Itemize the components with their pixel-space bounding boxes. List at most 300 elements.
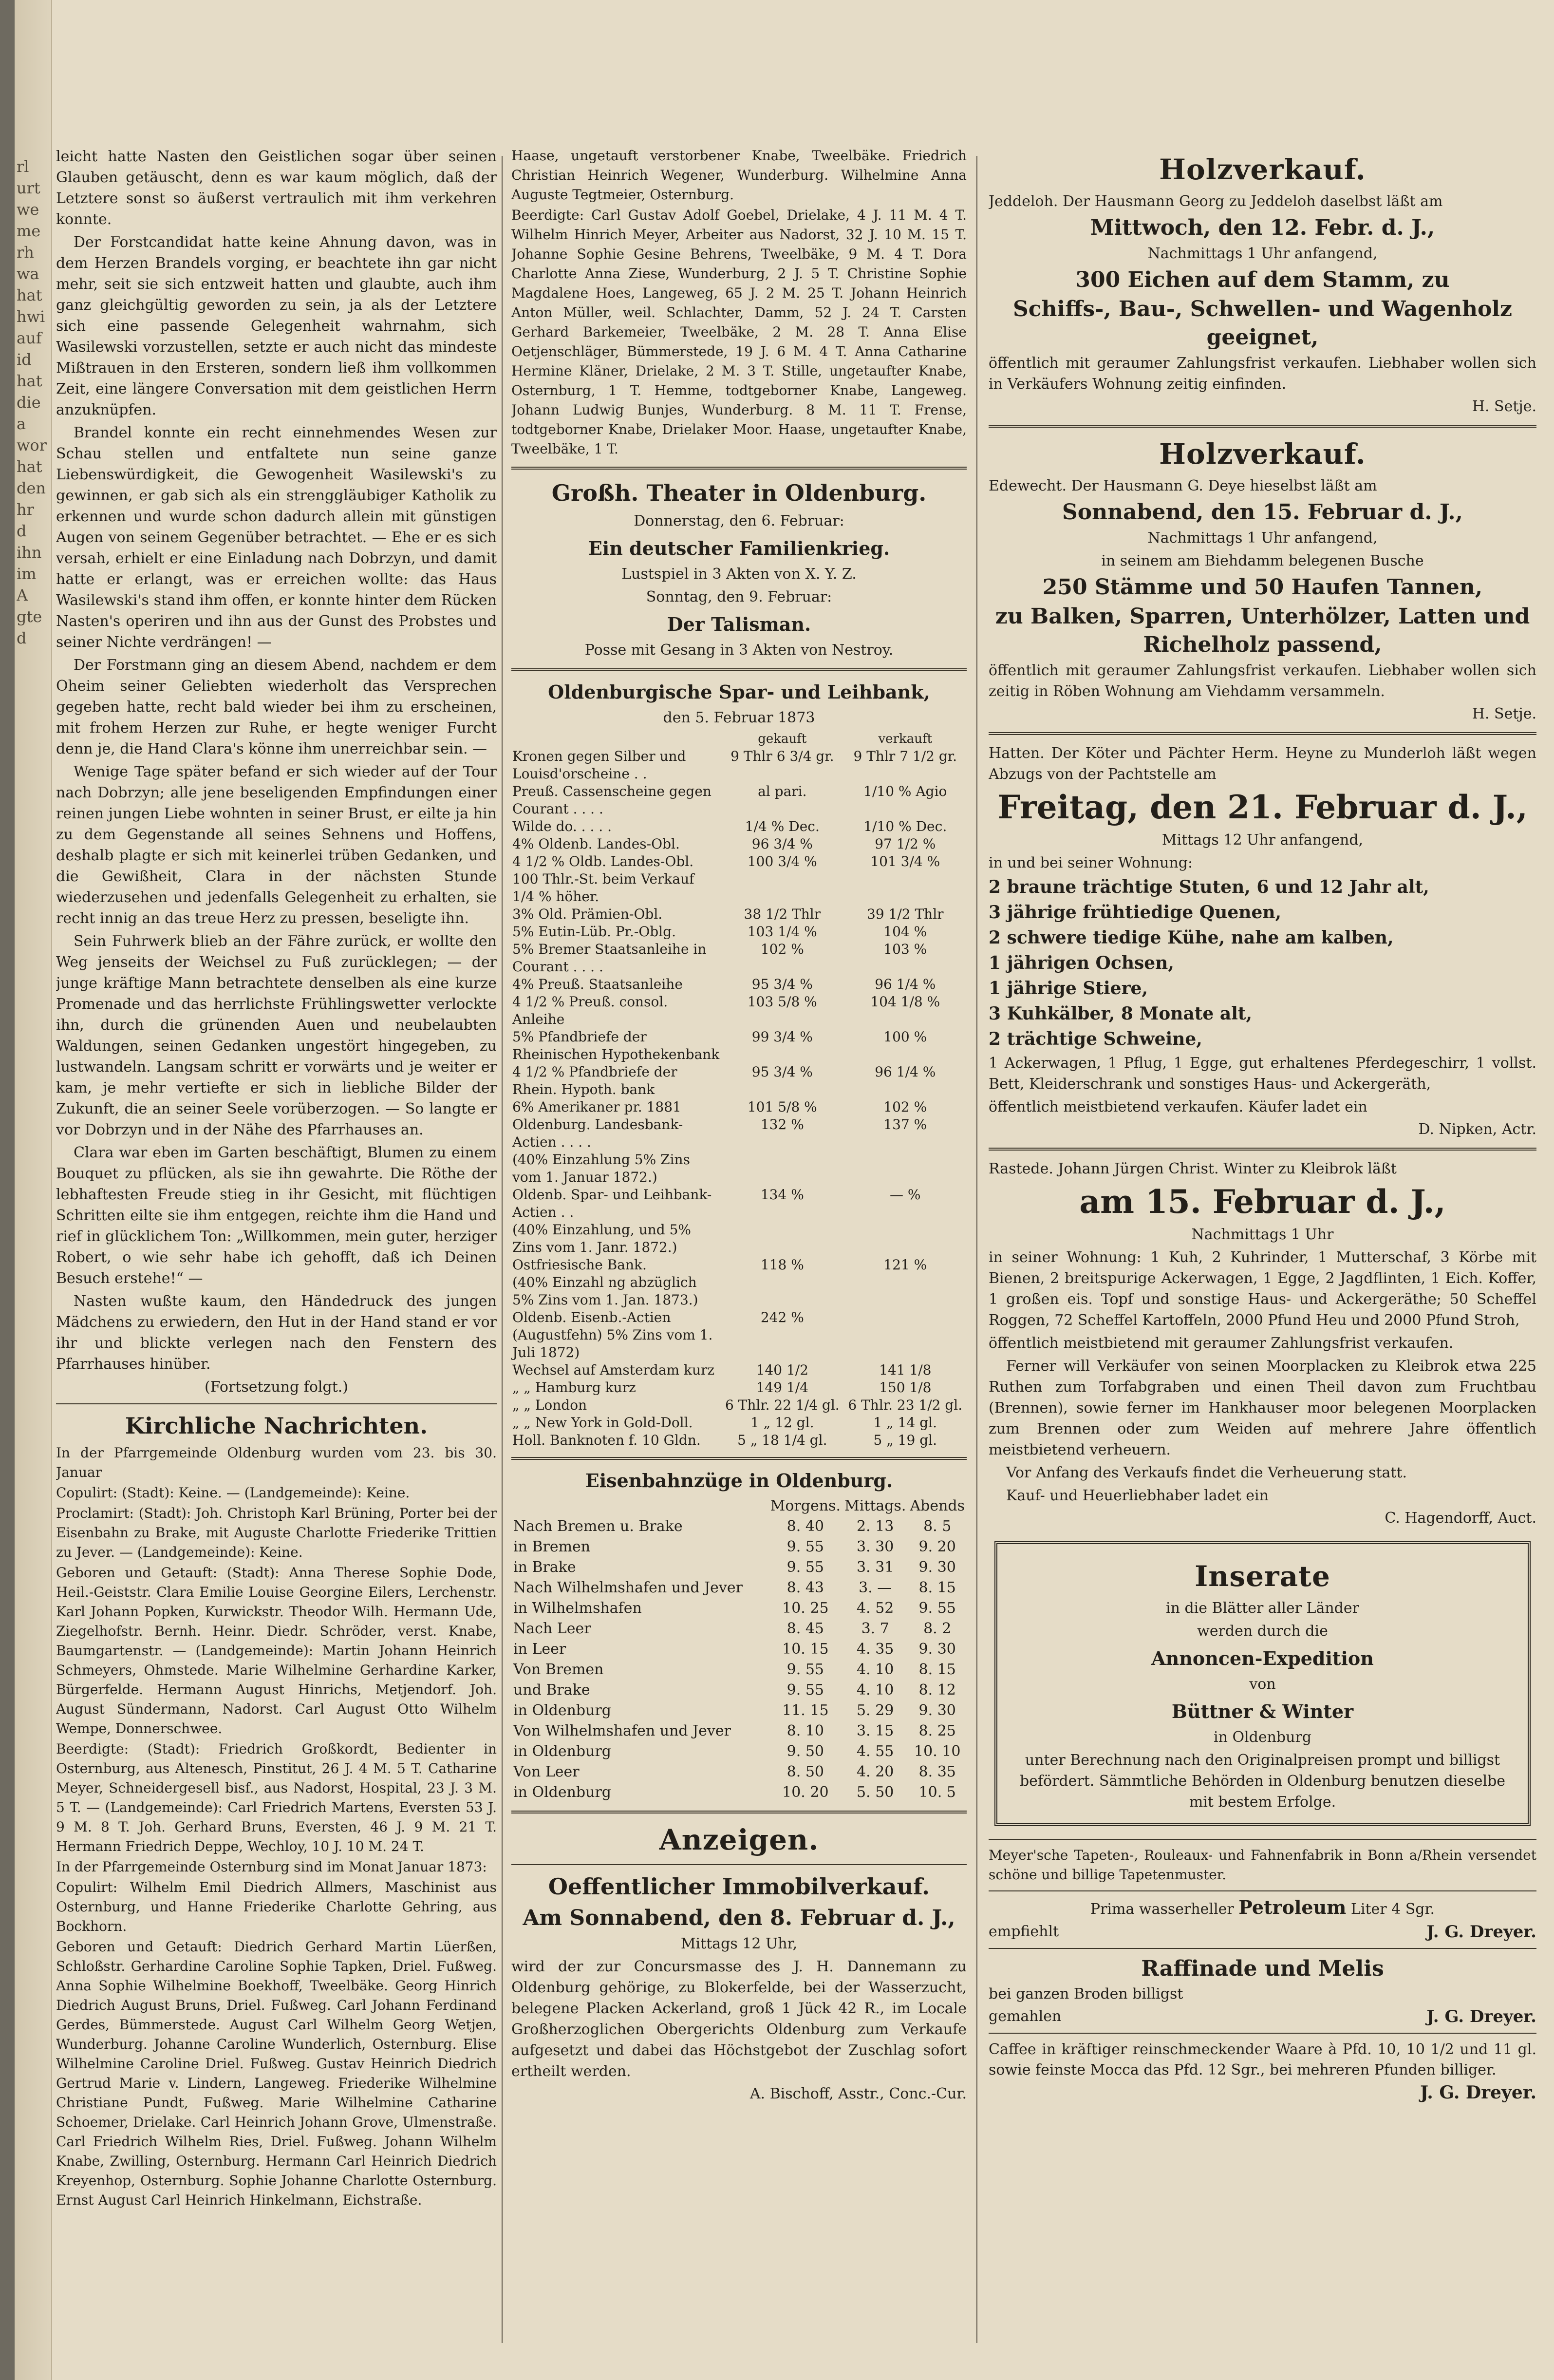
theatre-play: Der Talisman. (667, 613, 811, 635)
train-row (511, 1537, 967, 1557)
security-name: Preuß. Cassenscheine gegen Courant . . . . (512, 783, 711, 817)
church-news-entry: Beerdigte: (Stadt): Friedrich Großkordt, Bedienter in Osternburg, aus Altenesch, Pinstitut, 26 J. 4 M. 5 T. Catharine Meyer, Schneidergesell bisf., aus Nadorst, Hospital, 23 J. 3 M. 5 T. — (Landgemeinde): Carl Friedrich Martens, Eversten 53 J. 9 M. 8 T. Joh. Gerhard Bruns, Eversten, 46 J. 9 M. 21 T. Hermann Friedrich Deppe, Wechloy, 10 J. 10 M. 24 T. (56, 1741, 497, 1854)
departure-time: 4. 20 (857, 1763, 894, 1780)
church-news-entry: Copulirt: Wilhelm Emil Diedrich Allmers, Maschinist aus Osternburg, und Hanne Friederike Charlotte Gehring, aus Bockhorn. (56, 1879, 497, 1934)
bought-rate: 140 1/2 (756, 1362, 809, 1378)
train-row (511, 1700, 967, 1721)
bought-rate: 6 Thlr. 22 1/4 gl. (725, 1397, 840, 1413)
auction-item: 3 jährige frühtiedige Quenen, (989, 902, 1282, 923)
departure-time: 3. — (859, 1579, 892, 1596)
departure-time: 8. 35 (918, 1763, 956, 1780)
ad-signature: J. G. Dreyer. (1420, 2082, 1536, 2103)
security-name: Oldenb. Eisenb.-Actien (Augustfehn) 5% Zins vom 1. Juli 1872) (512, 1309, 713, 1360)
security-name: 5% Bremer Staatsanleihe in Courant . . . . (512, 941, 707, 975)
train-row (511, 1516, 967, 1537)
bank-rate-row (511, 1221, 967, 1256)
security-name: (40% Einzahlung 5% Zins vom 1. Januar 1872.) (512, 1152, 690, 1185)
ad-signature: H. Setje. (1472, 705, 1536, 722)
ad-price: Liter 4 Sgr. (1350, 1901, 1435, 1918)
train-row (511, 1680, 967, 1700)
sold-rate: 1 „ 14 gl. (873, 1415, 937, 1431)
box-line: in Oldenburg (1214, 1729, 1311, 1746)
bank-rate-row (511, 1256, 967, 1274)
route-name: Nach Bremen u. Brake (513, 1518, 683, 1535)
ads-heading: Anzeigen. (659, 1823, 819, 1856)
church-news-entry: Proclamirt: (Stadt): Joh. Christoph Karl Brüning, Porter bei der Eisenbahn zu Brake, mit Auguste Charlotte Friederike Trittien zu Jever. — (Landgemeinde): Keine. (56, 1505, 497, 1560)
bank-rate-row (511, 1098, 967, 1116)
ad-body: öffentlich meistbietend verkaufen. Käufer ladet ein (989, 1098, 1367, 1115)
column-header: Abends (910, 1497, 965, 1514)
bank-rates-table (511, 730, 967, 1449)
route-name: Von Wilhelmshafen und Jever (513, 1722, 731, 1739)
story-paragraph: Brandel konnte ein recht einnehmendes Wesen zur Schau stellen und entfaltete nun seine ganze Liebenswürdigkeit, die Gewogenheit Wasilewski's zu gewinnen, er gab sich als ein strenggläubiger Katholik zu erkennen und wurde schon dadurch allein mit günstigen Augen von seinem Gegenüber betrachtet. — Ehe er es sich versah, erhielt er eine Einladung nach Dobrzyn, und damit hatte er erlangt, was er erreichen wollte: das Haus Wasilewski's stand ihm offen, er konnte hinter dem Rücken Nasten's operiren und ihn aus der Gunst des Probstes und seiner Nichte verdrängen! — (56, 424, 497, 651)
auction-item: 2 trächtige Schweine, (989, 1029, 1202, 1049)
bank-rate-row (511, 976, 967, 993)
ad-signature: A. Bischoff, Asstr., Conc.-Cur. (749, 2085, 967, 2102)
divider (56, 1403, 497, 1404)
bank-rate-row (511, 1309, 967, 1361)
story-paragraph: Sein Fuhrwerk blieb an der Fähre zurück, er wollte den Weg jenseits der Weichsel zu Fuß zurücklegen; — der junge kräftige Mann betrachtete denselben als eine kurze Promenade und das herrlichste Frühlingswetter verlockte ihn, durch die grünenden Auen und neubelaubten Waldungen, seinen Gedanken ungestört hingegeben, zu lustwandeln. Langsam schritt er vorwärts und je weiter er kam, je mehr vertiefte er sich in liebliche Bilder der Zukunft, die an seiner Seele vorüberzogen. — So langte er vor Dobrzyn und in der Nähe des Pfarrhauses an. (56, 933, 497, 1138)
bank-rate-row (511, 818, 967, 835)
ad-intro: Hatten. Der Köter und Pächter Herm. Heyne zu Munderloh läßt wegen Abzugs von der Pachtstelle am (989, 745, 1536, 783)
train-row (511, 1741, 967, 1762)
departure-time: 3. 15 (857, 1722, 894, 1739)
bank-rate-row (511, 941, 967, 976)
bought-rate: 95 3/4 % (751, 976, 813, 992)
divider (511, 668, 967, 671)
departure-time: 10. 25 (782, 1600, 829, 1617)
wallpaper-ad: Meyer'sche Tapeten-, Rouleaux- und Fahnenfabrik in Bonn a/Rhein versendet schöne und billige Tapetenmuster. (989, 1847, 1536, 1883)
departure-time: 8. 12 (918, 1681, 956, 1699)
route-name: in Wilhelmshafen (513, 1600, 642, 1617)
security-name: (40% Einzahl ng abzüglich 5% Zins vom 1. Jan. 1873.) (512, 1274, 698, 1308)
divider (511, 467, 967, 470)
bought-rate: 96 3/4 % (751, 836, 813, 852)
story-paragraph: Der Forstmann ging an diesem Abend, nachdem er dem Oheim seiner Geliebten wiederholt das Versprechen gegeben hatte, recht bald wieder bei ihm zu erscheinen, mit frohem Herzen zur Ruhe, er hegte weniger Furcht denn je, die Hand Clara's könne ihm unerreichbar sein. — (56, 657, 497, 757)
ad-time: Mittags 12 Uhr anfangend, (1161, 831, 1364, 849)
newspaper-page (15, 0, 1554, 2380)
route-name: Von Leer (513, 1763, 580, 1780)
ad-signature: J. G. Dreyer. (1426, 1922, 1536, 1942)
ad-item: 250 Stämme und 50 Haufen Tannen, (1042, 575, 1483, 600)
sold-rate: 9 Thlr 7 1/2 gr. (853, 748, 957, 764)
departure-time: 10. 10 (914, 1743, 961, 1760)
route-name: in Brake (513, 1559, 576, 1576)
sold-rate: 96 1/4 % (875, 1064, 936, 1080)
bought-rate: 132 % (760, 1116, 804, 1133)
auction-item: 1 jährige Stiere, (989, 978, 1148, 999)
sold-rate: 5 „ 19 gl. (873, 1432, 937, 1448)
immobile-sale-ad (511, 1871, 967, 2104)
ad-date: Mittwoch, den 12. Febr. d. J., (1090, 215, 1435, 240)
box-line: werden durch die (1197, 1623, 1328, 1640)
bought-rate: 242 % (760, 1309, 804, 1325)
bank-rate-row (511, 1028, 967, 1063)
story-paragraph: Wenige Tage später befand er sich wieder auf der Tour nach Dobrzyn; alle jene beseligenden Empfindungen einer reinen jungen Liebe wohnten in seiner Brust, er eilte ja hin zu dem Gegenstande all seines Sehnens und Hoffens, deshalb plagte er sich mit keinerlei trüben Gedanken, und die Gewißheit, Clara in der nächsten Stunde wiederzusehen und jedenfalls Gelegenheit zu erhalten, sie recht innig an das treue Herz zu pressen, beseligte ihn. (56, 763, 497, 927)
church-news-entry: Copulirt: (Stadt): Keine. — (Landgemeinde): Keine. (56, 1485, 410, 1501)
security-name: Kronen gegen Silber und Louisd'orscheine . . (512, 748, 686, 782)
adjacent-page-edge (15, 0, 52, 2380)
ad-signature: H. Setje. (1472, 398, 1536, 415)
bank-rate-row (511, 1432, 967, 1449)
ad-text: gemahlen (989, 2008, 1062, 2025)
security-name: 5% Pfandbriefe der Rheinischen Hypothekenbank (512, 1029, 720, 1062)
route-name: in Oldenburg (513, 1784, 611, 1801)
divider (989, 1948, 1536, 1949)
route-name: Nach Leer (513, 1620, 591, 1637)
departure-time: 8. 15 (918, 1579, 956, 1596)
departure-time: 11. 15 (782, 1702, 829, 1719)
sold-rate: 97 1/2 % (875, 836, 936, 852)
departure-time: 5. 29 (857, 1702, 894, 1719)
livestock-auction-ad (989, 743, 1536, 1140)
security-name: 4 1/2 % Pfandbriefe der Rhein. Hypoth. bank (512, 1064, 677, 1097)
bank-date: den 5. Februar 1873 (663, 709, 815, 726)
bank-rate-row (511, 1397, 967, 1414)
sold-rate (844, 1221, 967, 1256)
sold-rate: — % (890, 1187, 921, 1203)
bank-rate-row (511, 748, 967, 783)
sold-rate: 104 1/8 % (870, 994, 940, 1010)
auction-item: 1 jährigen Ochsen, (989, 953, 1174, 973)
train-schedule (511, 1468, 967, 1803)
route-name: in Leer (513, 1641, 566, 1658)
sugar-ad-text: bei ganzen Broden billigst (989, 1985, 1183, 2002)
auction-item: 3 Kuhkälber, 8 Monate alt, (989, 1003, 1253, 1024)
divider (989, 1148, 1536, 1151)
route-name: in Oldenburg (513, 1702, 611, 1719)
story-paragraph: Clara war eben im Garten beschäftigt, Blumen zu einem Bouquet zu pflücken, als sie ihn gewahrte. Die Röthe der lebhaftesten Freude stieg in ihr Gesicht, mit flüchtigen Schritten eilte sie ihm entgegen, reichte ihm die Hand und rief in glücklichem Ton: „Willkommen, mein guter, herziger Robert, o wie sehr habe ich gehofft, daß ich Deinen Besuch erstehe!“ — (56, 1144, 497, 1287)
sold-rate: 104 % (883, 924, 927, 940)
route-name: Nach Wilhelmshafen und Jever (513, 1579, 743, 1596)
adjacent-page-text: rl urt we me rh wa hat hwi auf id hat die a wor hat den hr d ihn im A gte d (17, 157, 47, 647)
ad-intro: Jeddeloh. Der Hausmann Georg zu Jeddeloh daselbst läßt am (989, 193, 1443, 210)
bank-rate-row (511, 1361, 967, 1379)
column-advertisements (989, 146, 1536, 2105)
departure-time: 3. 30 (857, 1538, 894, 1555)
train-row (511, 1639, 967, 1660)
train-heading: Eisenbahnzüge in Oldenburg. (585, 1470, 893, 1492)
column-header: gekauft (758, 732, 807, 746)
security-name: 6% Amerikaner pr. 1881 (512, 1099, 681, 1115)
theatre-notice (511, 477, 967, 661)
ad-date: Freitag, den 21. Februar d. J., (997, 788, 1528, 826)
story-paragraph: Der Forstcandidat hatte keine Ahnung davon, was in dem Herzen Brandels vorging, er beachtete ihn gar nicht mehr, seit sie sich entzweit hatten und glaubte, auch ihm ganz gleichgültig geworden zu sein, ja als der Letztere sich eine passende Gelegenheit wahrnahm, sich Wasilewski vorzustellen, setzte er auch nicht das mindeste Mißtrauen in den Ersteren, sondern ließ ihm vollkommen Zeit, eine längere Conversation mit dem geistlichen Herrn anzuknüpfen. (56, 234, 497, 418)
train-table (511, 1496, 967, 1803)
ad-body: öffentlich meistbietend mit geraumer Zahlungsfrist verkaufen. (989, 1335, 1454, 1352)
bank-rate-row (511, 1379, 967, 1397)
bank-heading: Oldenburgische Spar- und Leihbank, (548, 681, 930, 703)
ad-body: wird der zur Concursmasse des J. H. Dannemann zu Oldenburg gehörige, zu Blokerfelde, bei der Wasserzucht, belegene Placken Ackerland, groß 1 Jück 42 R., im Locale Großherzoglichen Obergerichts Oldenburg zum Verkaufe aufgesetzt und dabei das Höchstgebot der Zuschlag sofort ertheilt werden. (511, 1958, 967, 2080)
ad-product: Petroleum (1238, 1896, 1347, 1918)
ad-location: in und bei seiner Wohnung: (989, 854, 1193, 871)
ad-location: in seinem am Biehdamm belegenen Busche (1101, 552, 1424, 569)
ad-date: am 15. Februar d. J., (1079, 1183, 1446, 1221)
bank-rate-row (511, 993, 967, 1028)
box-body: unter Berechnung nach den Originalpreisen prompt und billigst befördert. Sämmtliche Behörden in Oldenburg benutzen dieselbe mit bestem Erfolge. (1019, 1752, 1506, 1811)
departure-time: 9. 55 (786, 1538, 824, 1555)
column-feuilleton (56, 146, 497, 2211)
departure-time: 8. 10 (786, 1722, 824, 1739)
bought-rate: al pari. (758, 783, 807, 799)
departure-time: 9. 55 (786, 1559, 824, 1576)
sold-rate (844, 1309, 967, 1361)
divider (989, 1839, 1536, 1840)
ad-signature: J. G. Dreyer. (1426, 2007, 1536, 2026)
ad-time: Nachmittags 1 Uhr anfangend, (1147, 245, 1378, 262)
box-line: in die Blätter aller Länder (1166, 1600, 1359, 1617)
security-name: 5% Eutin-Lüb. Pr.-Oblg. (512, 924, 676, 940)
timber-sale-ad (989, 151, 1536, 417)
ad-heading: Holzverkauf. (1159, 437, 1366, 471)
church-news-entry: Beerdigte: Carl Gustav Adolf Goebel, Drielake, 4 J. 11 M. 4 T. Wilhelm Hinrich Meyer, Arbeiter aus Nadorst, 32 J. 10 M. 15 T. Johanne Sophie Gesine Behrens, Tweelbäke, 9 M. 4 T. Dora Charlotte Anna Ziese, Wunderburg, 2 J. 5 T. Christine Sophie Magdalene Hoes, Langeweg, 65 J. 2 M. 25 T. Johann Heinrich Anton Müller, weil. Schlachter, Damm, 52 J. 24 T. Carsten Gerhard Barkemeier, Tweelbäke, 2 M. 28 T. Anna Elise Oetjenschläger, Bümmerstede, 19 J. 6 M. 4 T. Anna Catharine Hermine Kläner, Drielake, 2 M. 3 T. Stille, ungetaufter Knabe, Osternburg, 1 T. Hemme, todtgeborner Knabe, Langeweg. Johann Ludwig Bunjes, Wunderburg. 8 M. 11 T. Frense, todtgeborner Knabe, Drielaker Moor. Haase, ungetaufter Knabe, Tweelbäke, 1 T. (511, 207, 967, 457)
security-name: Oldenburg. Landesbank-Actien . . . . (512, 1116, 683, 1150)
sold-rate: 121 % (883, 1257, 927, 1273)
continuation-note: (Fortsetzung folgt.) (205, 1379, 348, 1396)
divider (989, 732, 1536, 735)
ad-time: Nachmittags 1 Uhr (1191, 1226, 1334, 1243)
bought-rate: 102 % (760, 941, 804, 957)
departure-time: 2. 13 (857, 1518, 894, 1535)
ad-item: Schiffs-, Bau-, Schwellen- und Wagenholz geeignet, (1012, 297, 1513, 350)
security-name: Ostfriesische Bank. (512, 1257, 647, 1273)
security-name: 4% Oldenb. Landes-Obl. (512, 836, 680, 852)
train-row (511, 1578, 967, 1598)
bought-rate: 99 3/4 % (751, 1029, 813, 1045)
theatre-description: Lustspiel in 3 Akten von X. Y. Z. (621, 566, 857, 583)
auction-item: 2 braune trächtige Stuten, 6 und 12 Jahr alt, (989, 877, 1429, 897)
security-name: Wechsel auf Amsterdam kurz (512, 1362, 715, 1378)
ad-body: Ferner will Verkäufer von seinen Moorplacken zu Kleibrok etwa 225 Ruthen zum Torfabgraben und einen Theil davon zum Fruchtbau (Brennen), sowie ferner im Hankhauser moor belegenen Moorplacken zum Brennen oder zum Weiden auf mehrere Jahre öffentlich meistbietend verheuern. (989, 1358, 1536, 1458)
departure-time: 3. 31 (857, 1559, 894, 1576)
divider (989, 1890, 1536, 1891)
bank-rate-row (511, 1274, 967, 1309)
train-row (511, 1557, 967, 1578)
departure-time: 8. 5 (923, 1518, 952, 1535)
departure-time: 8. 25 (918, 1722, 956, 1739)
bought-rate: 1 „ 12 gl. (750, 1415, 814, 1431)
sugar-ad-heading: Raffinade und Melis (1141, 1956, 1384, 1981)
story-paragraph: Nasten wußte kaum, den Händedruck des jungen Mädchens zu erwiedern, den Hut in der Hand stand er vor ihr und blickte verlegen nach den Fenstern des Pfarrhauses hinüber. (56, 1293, 497, 1373)
sugar-ad-footer (989, 2006, 1536, 2027)
security-name: „ „ New York in Gold-Doll. (512, 1415, 693, 1431)
ad-item: 300 Eichen auf dem Stamm, zu (1075, 267, 1450, 292)
story-paragraph: leicht hatte Nasten den Geistlichen sogar über seinen Glauben getäuscht, denn es war kaum möglich, daß der Letztere sonst so äußerst vertraulich mit ihm verkehren konnte. (56, 148, 497, 228)
theatre-date: Sonntag, den 9. Februar: (646, 588, 832, 605)
sold-rate (844, 870, 967, 906)
bought-rate: 149 1/4 (756, 1379, 809, 1396)
bank-rate-row (511, 870, 967, 906)
sold-rate: 102 % (883, 1099, 927, 1115)
bank-rate-row (511, 1151, 967, 1186)
departure-time: 8. 43 (786, 1579, 824, 1596)
bought-rate: 134 % (760, 1187, 804, 1203)
departure-time: 4. 10 (857, 1661, 894, 1678)
box-agency-name: Annoncen-Expedition (1151, 1647, 1374, 1669)
bought-rate (721, 1274, 843, 1309)
sold-rate: 6 Thlr. 23 1/2 gl. (848, 1397, 963, 1413)
departure-time: 5. 50 (857, 1784, 894, 1801)
box-firm-name: Büttner & Winter (1171, 1700, 1354, 1722)
bought-rate: 101 5/8 % (747, 1099, 817, 1115)
route-name: und Brake (513, 1681, 590, 1699)
departure-time: 9. 55 (918, 1600, 956, 1617)
bank-rate-row (511, 853, 967, 870)
sold-rate: 1/10 % Agio (863, 783, 947, 799)
bought-rate: 100 3/4 % (747, 853, 817, 869)
coffee-ad: Caffee in kräftiger reinschmeckender Waare à Pfd. 10, 10 1/2 und 11 gl. sowie feinste Mocca das Pfd. 12 Sgr., bei mehreren Pfunden billiger. (989, 2041, 1536, 2078)
ad-body: in seiner Wohnung: 1 Kuh, 2 Kuhrinder, 1 Mutterschaf, 3 Körbe mit Bienen, 2 breitspurige Ackerwagen, 1 Egge, 2 Jagdflinten, 1 Eich. Koffer, 1 großen eis. Topf und sonstige Haus- und Ackergeräthe; 50 Scheffel Roggen, 72 Scheffel Kartoffeln, 2000 Pfund Heu und 2000 Pfund Stroh, (989, 1249, 1536, 1329)
sold-rate: 103 % (883, 941, 927, 957)
sold-rate: 96 1/4 % (875, 976, 936, 992)
departure-time: 10. 15 (782, 1641, 829, 1658)
ad-signature: D. Nipken, Actr. (1418, 1121, 1536, 1138)
bought-rate: 103 1/4 % (747, 924, 817, 940)
bought-rate: 1/4 % Dec. (745, 818, 820, 834)
bank-rates (511, 679, 967, 1449)
security-name: 100 Thlr.-St. beim Verkauf 1/4 % höher. (512, 871, 694, 905)
timber-sale-ad (989, 435, 1536, 724)
bought-rate (721, 870, 843, 906)
departure-time: 3. 7 (861, 1620, 889, 1637)
sold-rate (844, 1151, 967, 1186)
departure-time: 9. 30 (918, 1702, 956, 1719)
departure-time: 8. 2 (923, 1620, 952, 1637)
bought-rate (721, 1221, 843, 1256)
theatre-date: Donnerstag, den 6. Februar: (634, 512, 844, 529)
ad-time: Mittags 12 Uhr, (680, 1935, 798, 1952)
train-row (511, 1721, 967, 1741)
departure-time: 8. 40 (786, 1518, 824, 1535)
ad-time: Nachmittags 1 Uhr anfangend, (1147, 529, 1378, 547)
divider (511, 1457, 967, 1460)
bought-rate: 95 3/4 % (751, 1064, 813, 1080)
church-news-entry: In der Pfarrgemeinde Osternburg sind im Monat Januar 1873: (56, 1859, 487, 1875)
bought-rate: 118 % (760, 1257, 804, 1273)
departure-time: 10. 20 (782, 1784, 829, 1801)
departure-time: 9. 50 (786, 1743, 824, 1760)
departure-time: 4. 55 (857, 1743, 894, 1760)
box-heading: Inserate (1195, 1560, 1330, 1593)
church-news-entry: Geboren und Getauft: (Stadt): Anna Therese Sophie Dode, Heil.-Geiststr. Clara Emilie Louise Georgine Eilers, Lerchenstr. Karl Johann Popken, Kurwickstr. Theodor Wilh. Hermann Ude, Ziegelhofstr. Bernh. Heinr. Diedr. Schröder, verst. Knabe, Baumgartenstr. — (Landgemeinde): Martin Johann Heinrich Schmeyers, Ohmstede. Marie Wilhelmine Gerhardine Karker, Bürgerfelde. Hermann August Hinrichs, Metjendorf. Joh. August Sündermann, Nadorst. Carl August Otto Wilhelm Wempe, Donnerschwee. (56, 1565, 497, 1737)
security-name: Holl. Banknoten f. 10 Gldn. (512, 1432, 701, 1448)
ad-intro: Edewecht. Der Hausmann G. Deye hieselbst läßt am (989, 477, 1377, 494)
departure-time: 9. 55 (786, 1681, 824, 1699)
column-rule (502, 156, 503, 2343)
sold-rate: 101 3/4 % (870, 853, 940, 869)
security-name: (40% Einzahlung, und 5% Zins vom 1. Janr. 1872.) (512, 1222, 692, 1255)
theatre-heading: Großh. Theater in Oldenburg. (551, 480, 927, 506)
box-line: von (1249, 1676, 1276, 1693)
bank-rate-row (511, 783, 967, 818)
bank-rate-row (511, 923, 967, 941)
train-row (511, 1782, 967, 1803)
security-name: „ „ London (512, 1397, 587, 1413)
theatre-play: Ein deutscher Familienkrieg. (588, 537, 890, 559)
security-name: 4% Preuß. Staatsanleihe (512, 976, 683, 992)
column-rule (976, 156, 977, 2343)
ad-heading: Holzverkauf. (1159, 153, 1366, 186)
departure-time: 9. 30 (918, 1559, 956, 1576)
divider (989, 2033, 1536, 2034)
sold-rate (844, 1274, 967, 1309)
ad-body: öffentlich mit geraumer Zahlungsfrist verkaufen. Liebhaber wollen sich in Verkäufers Wohnung zeitig einfinden. (989, 355, 1536, 393)
column-header: Mittags. (844, 1497, 906, 1514)
departure-time: 8. 45 (786, 1620, 824, 1637)
auction-item: 2 schwere tiedige Kühe, nahe am kalben, (989, 927, 1394, 948)
ad-signature: C. Hagendorff, Auct. (1385, 1510, 1536, 1527)
column-notices (511, 146, 967, 2106)
train-row (511, 1762, 967, 1782)
bank-rate-row (511, 1186, 967, 1221)
bank-rate-row (511, 1063, 967, 1098)
departure-time: 9. 55 (786, 1661, 824, 1678)
bank-rate-row (511, 906, 967, 923)
bank-rate-row (511, 835, 967, 853)
church-news-heading: Kirchliche Nachrichten. (125, 1413, 428, 1439)
sold-rate: 100 % (883, 1029, 927, 1045)
divider (989, 425, 1536, 428)
security-name: „ „ Hamburg kurz (512, 1379, 636, 1396)
sold-rate: 150 1/8 (879, 1379, 932, 1396)
departure-time: 8. 15 (918, 1661, 956, 1678)
sold-rate: 1/10 % Dec. (863, 818, 947, 834)
sold-rate: 141 1/8 (879, 1362, 932, 1378)
column-header: Morgens. (770, 1497, 841, 1514)
train-row (511, 1598, 967, 1619)
security-name: 4 1/2 % Preuß. consol. Anleihe (512, 994, 668, 1027)
bank-rate-row (511, 1414, 967, 1432)
auction-item: 1 Ackerwagen, 1 Pflug, 1 Egge, gut erhaltenes Pferdegeschirr, 1 vollst. Bett, Kleiderschrank und sonstiges Haus- und Ackergeräth, (989, 1055, 1536, 1093)
church-news-intro: In der Pfarrgemeinde Oldenburg wurden vom 23. bis 30. Januar (56, 1445, 497, 1480)
column-header: verkauft (878, 732, 933, 746)
bought-rate: 5 „ 18 1/4 gl. (737, 1432, 827, 1448)
church-news-entry: Haase, ungetauft verstorbener Knabe, Tweelbäke. Friedrich Christian Heinrich Wegener, Wunderburg. Wilhelmine Anna Auguste Tegtmeier, Osternburg. (511, 148, 967, 203)
ad-text: empfiehlt (989, 1923, 1059, 1940)
ad-body: Vor Anfang des Verkaufs findet die Verheuerung statt. (1006, 1464, 1407, 1481)
sold-rate: 39 1/2 Thlr (867, 906, 944, 922)
departure-time: 9. 30 (918, 1641, 956, 1658)
departure-time: 4. 35 (857, 1641, 894, 1658)
ad-item: zu Balken, Sparren, Unterhölzer, Latten und Richelholz passend, (995, 604, 1530, 657)
ad-body: öffentlich mit geraumer Zahlungsfrist verkaufen. Liebhaber wollen sich zeitig in Röben Wohnung am Viehdamm versammeln. (989, 662, 1536, 700)
petroleum-ad-footer (989, 1922, 1536, 1942)
bought-rate (721, 1151, 843, 1186)
bank-rate-row (511, 1116, 967, 1151)
ad-intro: Rastede. Johann Jürgen Christ. Winter zu Kleibrok läßt (989, 1160, 1397, 1177)
bought-rate: 9 Thlr 6 3/4 gr. (730, 748, 834, 764)
ad-date: Am Sonnabend, den 8. Februar d. J., (523, 1906, 955, 1930)
security-name: Wilde do. . . . . (512, 818, 612, 834)
train-row (511, 1660, 967, 1680)
theatre-description: Posse mit Gesang in 3 Akten von Nestroy. (584, 642, 894, 659)
departure-time: 9. 20 (918, 1538, 956, 1555)
divider (511, 1864, 967, 1865)
farm-auction-ad (989, 1158, 1536, 1529)
divider (511, 1811, 967, 1813)
security-name: 4 1/2 % Oldb. Landes-Obl. (512, 853, 694, 869)
church-news-entry: Geboren und Getauft: Diedrich Gerhard Martin Lüerßen, Schloßstr. Gerhardine Caroline Sophie Tapken, Driel. Fußweg. Anna Sophie Wilhelmine Boekhoff, Tweelbäke. Georg Hinrich Diedrich August Bruns, Driel. Fußweg. Carl Johann Ferdinand Gerdes, Bümmerstede. August Carl Wilhelm Georg Wetjen, Wunderburg. Johanne Caroline Wunderlich, Osternburg. Elise Wilhelmine Caroline Driel. Fußweg. Gustav Heinrich Diedrich Gertrud Marie v. Lindern, Langeweg. Friederike Wilhelmine Christiane Pundt, Fußweg. Marie Wilhelmine Catharine Schoemer, Drielake. Carl Heinrich Johann Grove, Ulmenstraße. Carl Friedrich Wilhelm Ries, Driel. Fußweg. Johann Wilhelm Knabe, Zwilling, Osternburg. Hermann Carl Heinrich Diedrich Kreyenhop, Osternburg. Sophie Johanne Charlotte Osternburg. Ernst August Carl Heinrich Hinkelmann, Eichstraße. (56, 1939, 497, 2208)
route-name: in Bremen (513, 1538, 591, 1555)
security-name: 3% Old. Prämien-Obl. (512, 906, 663, 922)
train-row (511, 1619, 967, 1639)
advertising-agency-box (994, 1541, 1531, 1826)
ad-date: Sonnabend, den 15. Februar d. J., (1062, 500, 1463, 525)
route-name: Von Bremen (513, 1661, 604, 1678)
ad-body: Kauf- und Heuerliebhaber ladet ein (1006, 1487, 1269, 1504)
ad-text: Prima wasserheller (1090, 1901, 1234, 1918)
route-name: in Oldenburg (513, 1743, 611, 1760)
